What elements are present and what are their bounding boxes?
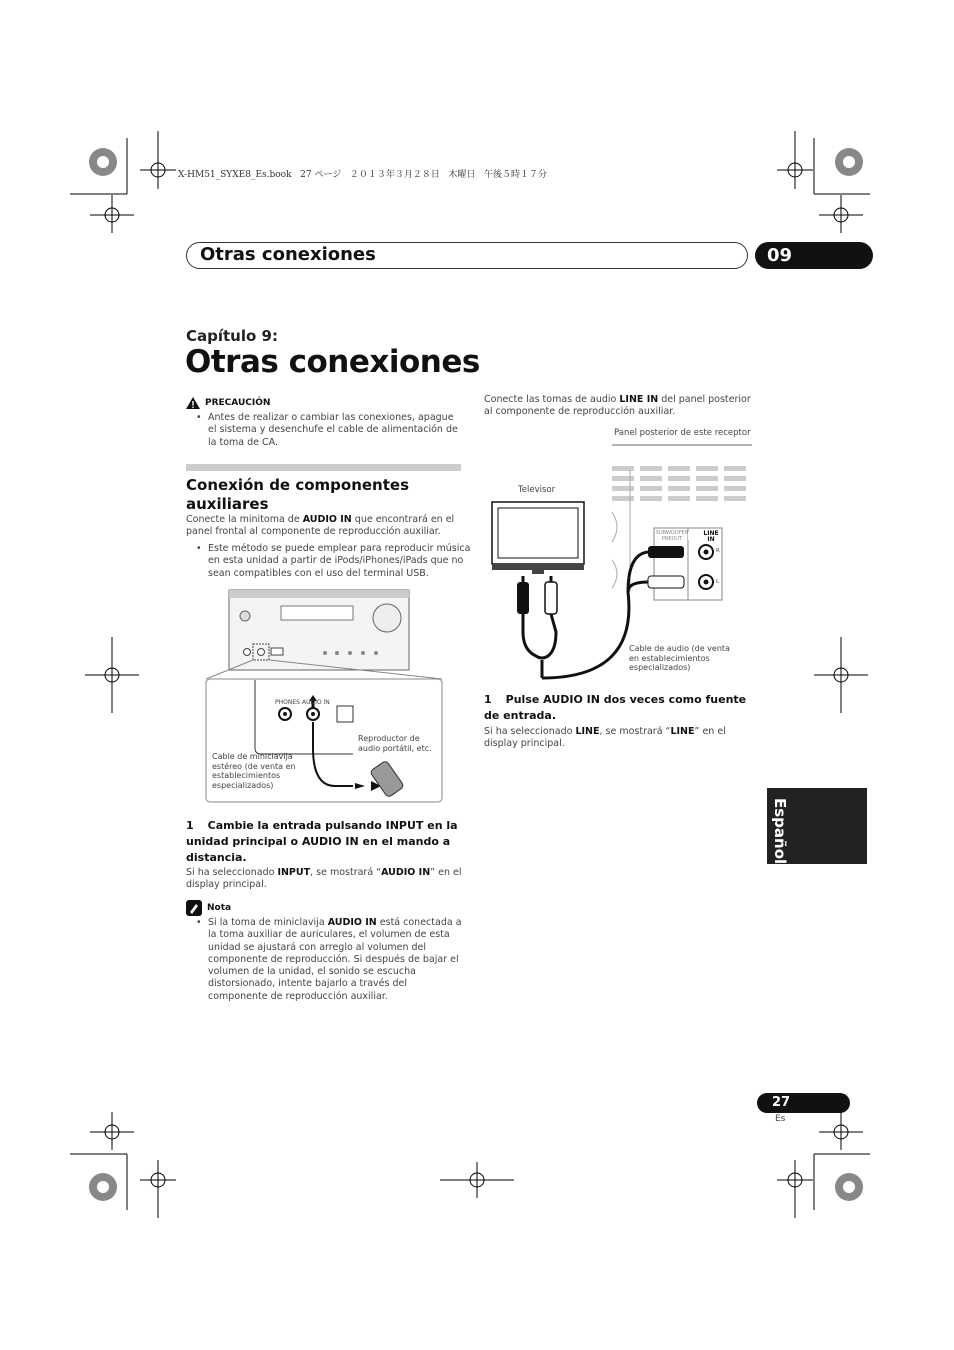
right-intro-bold: LINE IN (619, 394, 659, 405)
desc-text: ” en el display principal. (484, 726, 726, 750)
l-label: L (716, 579, 720, 585)
step1-right-num: 1 (484, 693, 492, 706)
step1-left-desc (186, 867, 462, 892)
caution-block (186, 397, 461, 449)
desc-text: ” en el display principal. (186, 867, 462, 891)
phones-label: PHONES (275, 699, 300, 706)
desc-bold: LINE (575, 726, 600, 737)
step1-left (186, 818, 462, 866)
right-intro-text-2: del panel posterior al componente de reproducción auxiliar. (484, 394, 751, 418)
desc-text: , se mostrará “ (310, 867, 382, 878)
page-lang: Es (775, 1114, 786, 1124)
desc-text: Si ha seleccionado (186, 867, 278, 878)
note-text-2: está conectada a la toma auxiliar de auriculares, el volumen de esta unidad se ajustará con arreglo al volumen del componente de reproducción. Si después de bajar el volumen de la unidad, el sonido se escucha distorsionado, intente bajarlo a través del componente de reproducción auxiliar. (208, 917, 462, 1002)
desc-bold: LINE (670, 726, 695, 737)
right-intro (484, 394, 752, 419)
desc-text: Si ha seleccionado (484, 726, 576, 737)
warning-icon (186, 397, 200, 409)
tv-label: Televisor (518, 485, 556, 495)
portable-player-label: Reproductor de audio portátil, etc. (358, 734, 432, 753)
language-tab-label: Español (771, 798, 789, 865)
intro-text: Conecte la minitoma de (186, 514, 303, 525)
desc-bold: AUDIO IN (381, 867, 431, 878)
note-text: Si la toma de miniclavija (208, 917, 328, 928)
section-rule (186, 464, 461, 471)
r-label: R (716, 548, 720, 554)
chapter-title: Otras conexiones (185, 344, 480, 380)
page-number: 27 (757, 1093, 850, 1113)
step1-text: Cambie la entrada pulsando INPUT en la unidad principal o AUDIO IN en el mando a distancia. (186, 819, 458, 864)
intro-text-2: que encontrará en el panel frontal al componente de reproducción auxiliar. (186, 514, 455, 538)
note-title: Nota (207, 903, 232, 913)
section-intro (186, 514, 462, 539)
audio-cable-label: Cable de audio (de venta en establecimientos especializados) (629, 644, 730, 672)
step1-right-desc (484, 726, 752, 751)
caution-title: PRECAUCIÓN (205, 398, 271, 408)
audio-in-label: AUDIO IN (302, 699, 330, 706)
chapter-label: Capítulo 9: (186, 327, 278, 345)
note-icon (186, 900, 202, 916)
section-title: Conexión de componentes auxiliares (186, 476, 409, 513)
desc-text: , se mostrará “ (599, 726, 671, 737)
subwoofer-label: SUBWOOFER PREOUT (655, 530, 689, 542)
caution-item: • Antes de realizar o cambiar las conexiones, apague el sistema y desenchufe el cable de alimentación de la toma de CA. (186, 412, 461, 449)
line-in-label: LINE IN (703, 530, 719, 543)
note-block (186, 900, 462, 1003)
note-bold: AUDIO IN (327, 917, 377, 928)
chapter-number-badge: 09 (755, 242, 873, 269)
right-intro-text: Conecte las tomas de audio (484, 394, 620, 405)
intro-bold: AUDIO IN (302, 514, 352, 525)
file-header: X-HM51_SYXE8_Es.book 27 ページ ２０１３年３月２８日 木曜日 午後５時１７分 (178, 170, 548, 180)
step1-right-text: Pulse AUDIO IN dos veces como fuente de entrada. (484, 693, 747, 722)
mini-cable-label: Cable de miniclavija estéreo (de venta en establecimientos especializados) (212, 752, 296, 790)
header-title: Otras conexiones (200, 244, 376, 265)
note-item (186, 917, 462, 1003)
rear-panel-label: Panel posterior de este receptor (614, 428, 751, 438)
step1-num: 1 (186, 819, 194, 832)
step1-right (484, 692, 752, 724)
section-bullet: • Este método se puede emplear para reproducir música en esta unidad a partir de iPods/iPhones/iPads que no sean compatibles con el uso del terminal USB. (186, 543, 484, 580)
desc-bold: INPUT (277, 867, 311, 878)
